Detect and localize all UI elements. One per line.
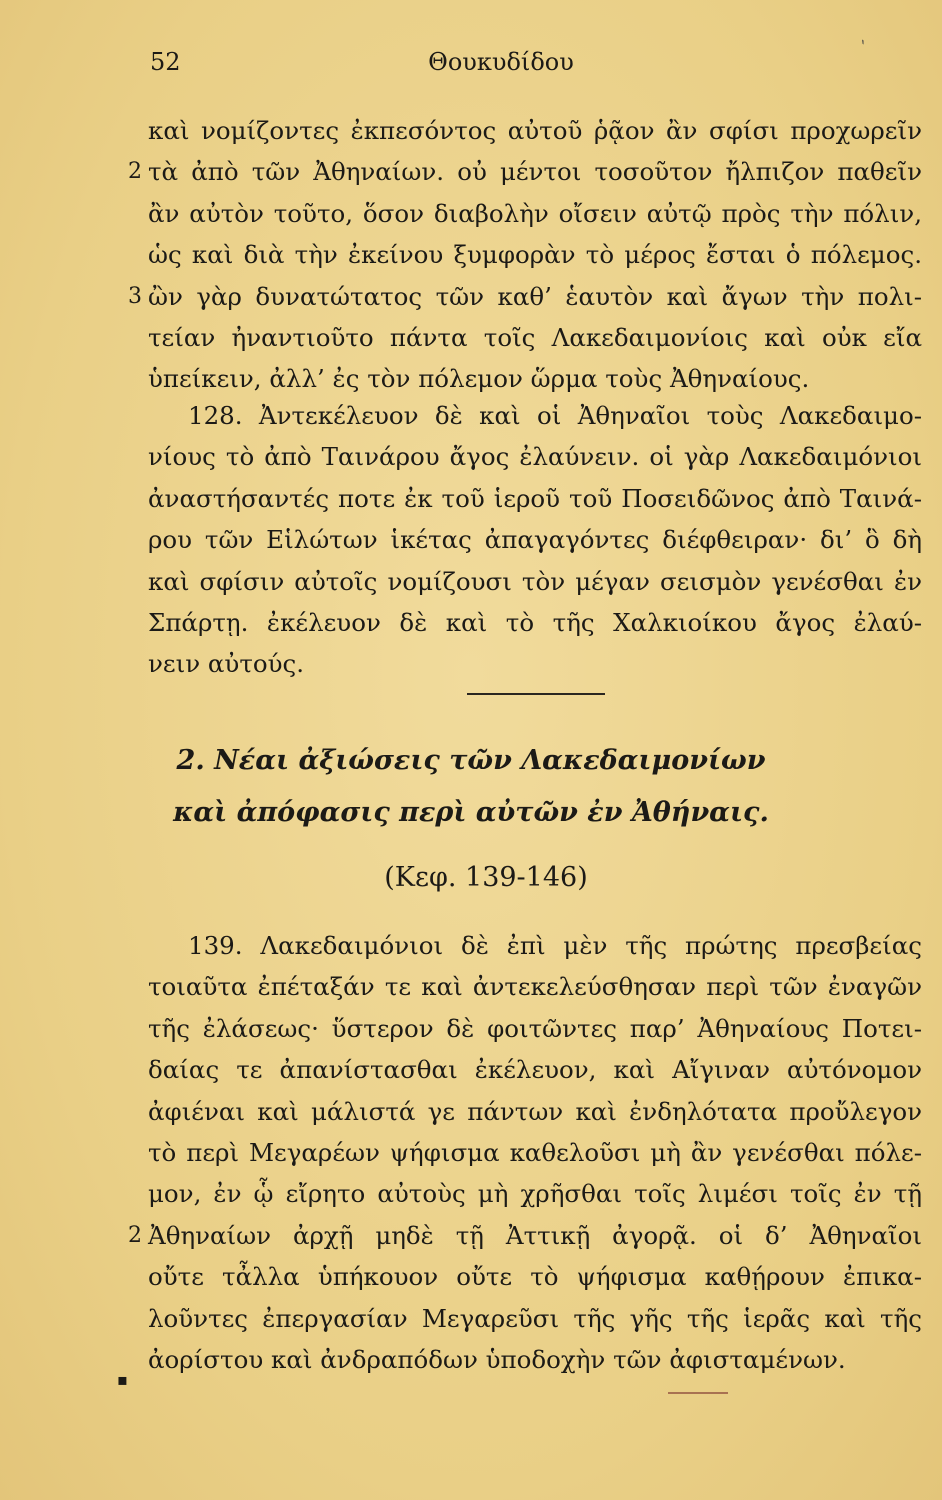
text-line: 2 Ἀθηναίων ἀρχῇ μηδὲ τῇ Ἀττικῇ ἀγορᾷ. οἱ δ’ Ἀθηναῖοι (148, 1215, 922, 1256)
page-header (0, 48, 942, 88)
section-heading-line2: καὶ ἀπόφασις περὶ αὐτῶν ἐν Ἀθήναις. (173, 797, 769, 828)
footer-rule (668, 1392, 728, 1394)
text-line: λοῦντες ἐπεργασίαν Μεγαρεῦσι τῆς γῆς τῆς ἱερᾶς καὶ τῆς (148, 1303, 922, 1333)
paragraph-139 (128, 925, 922, 1380)
text-line: ὑπείκειν, ἀλλ’ ἐς τὸν πόλεμον ὥρμα τοὺς Ἀθηναίους. (148, 364, 810, 394)
text-line: 139. Λακεδαιμόνιοι δὲ ἐπὶ μὲν τῆς πρώτης πρεσβείας (188, 931, 922, 960)
text-line: τὸ περὶ Μεγαρέων ψήφισμα καθελοῦσι μὴ ἂν γενέσθαι πόλε- (148, 1137, 922, 1167)
text-line: νειν αὐτούς. (148, 649, 305, 679)
text-line: τείαν ἠναντιοῦτο πάντα τοῖς Λακεδαιμονίοις καὶ οὐκ εἴα (148, 322, 922, 352)
page-number: 52 (150, 48, 181, 76)
text-line: ἀορίστου καὶ ἀνδραπόδων ὑποδοχὴν τῶν ἀφισταμένων. (148, 1344, 846, 1374)
section-divider (467, 693, 605, 695)
text-line: τοιαῦτα ἐπέταξάν τε καὶ ἀντεκελεύσθησαν περὶ τῶν ἐναγῶν (148, 972, 922, 1002)
margin-section-number: 2 (128, 1222, 142, 1248)
text-line: Σπάρτῃ. ἐκέλευον δὲ καὶ τὸ τῆς Χαλκιοίκου ἄγος ἐλαύ- (148, 607, 922, 637)
paragraph-continuation (128, 110, 922, 400)
text-line: ἀφιέναι καὶ μάλιστά γε πάντων καὶ ἐνδηλότατα προὔλεγον (148, 1096, 922, 1126)
text-line: δαίας τε ἀπανίστασθαι ἐκέλευον, καὶ Αἴγιναν αὐτόνομον (148, 1055, 922, 1085)
chapter-reference: (Κεφ. 139-146) (384, 862, 588, 893)
corner-mark: ˋ (849, 37, 870, 60)
running-title: Θουκυδίδου (428, 48, 574, 76)
text-line: τῆς ἐλάσεως· ὕστερον δὲ φοιτῶντες παρ’ Ἀθηναίους Ποτει- (148, 1013, 922, 1043)
text-line: νίους τὸ ἀπὸ Ταινάρου ἄγος ἐλαύνειν. οἱ γὰρ Λακεδαιμόνιοι (148, 442, 922, 472)
text-line: μον, ἐν ᾧ εἴρητο αὐτοὺς μὴ χρῆσθαι τοῖς λιμέσι τοῖς ἐν τῇ (148, 1179, 922, 1209)
text-line: 2 τὰ ἀπὸ τῶν Ἀθηναίων. οὐ μέντοι τοσοῦτον ἤλπιζον παθεῖν (148, 151, 922, 192)
paragraph-128 (148, 395, 922, 685)
margin-section-number: 3 (128, 283, 142, 309)
margin-section-number: 2 (128, 159, 142, 185)
margin-mark: ▪ (117, 1370, 128, 1389)
text-line: καὶ σφίσιν αὐτοῖς νομίζουσι τὸν μέγαν σεισμὸν γενέσθαι ἐν (148, 566, 922, 596)
section-heading-line1: 2. Νέαι ἀξιώσεις τῶν Λακεδαιμονίων (176, 745, 766, 776)
text-line: ὡς καὶ διὰ τὴν ἐκείνου ξυμφορὰν τὸ μέρος ἔσται ὁ πόλεμος. (148, 240, 922, 270)
text-line: ἀναστήσαντές ποτε ἐκ τοῦ ἱεροῦ τοῦ Ποσειδῶνος ἀπὸ Ταινά- (148, 483, 922, 513)
text-line: 3 ὢν γὰρ δυνατώτατος τῶν καθ’ ἑαυτὸν καὶ ἄγων τὴν πολι- (148, 276, 922, 317)
text-line: ἂν αὐτὸν τοῦτο, ὅσον διαβολὴν οἴσειν αὐτῷ πρὸς τὴν πόλιν, (148, 198, 922, 228)
text-line: ρου τῶν Εἱλώτων ἱκέτας ἀπαγαγόντες διέφθειραν· δι’ ὃ δὴ (148, 525, 922, 555)
text-line: 128. Ἀντεκέλευον δὲ καὶ οἱ Ἀθηναῖοι τοὺς Λακεδαιμο- (188, 401, 922, 430)
text-line: καὶ νομίζοντες ἐκπεσόντος αὐτοῦ ῥᾷον ἂν σφίσι προχωρεῖν (148, 116, 922, 145)
text-line: οὔτε τἆλλα ὑπήκουον οὔτε τὸ ψήφισμα καθῄρουν ἐπικα- (148, 1262, 922, 1292)
